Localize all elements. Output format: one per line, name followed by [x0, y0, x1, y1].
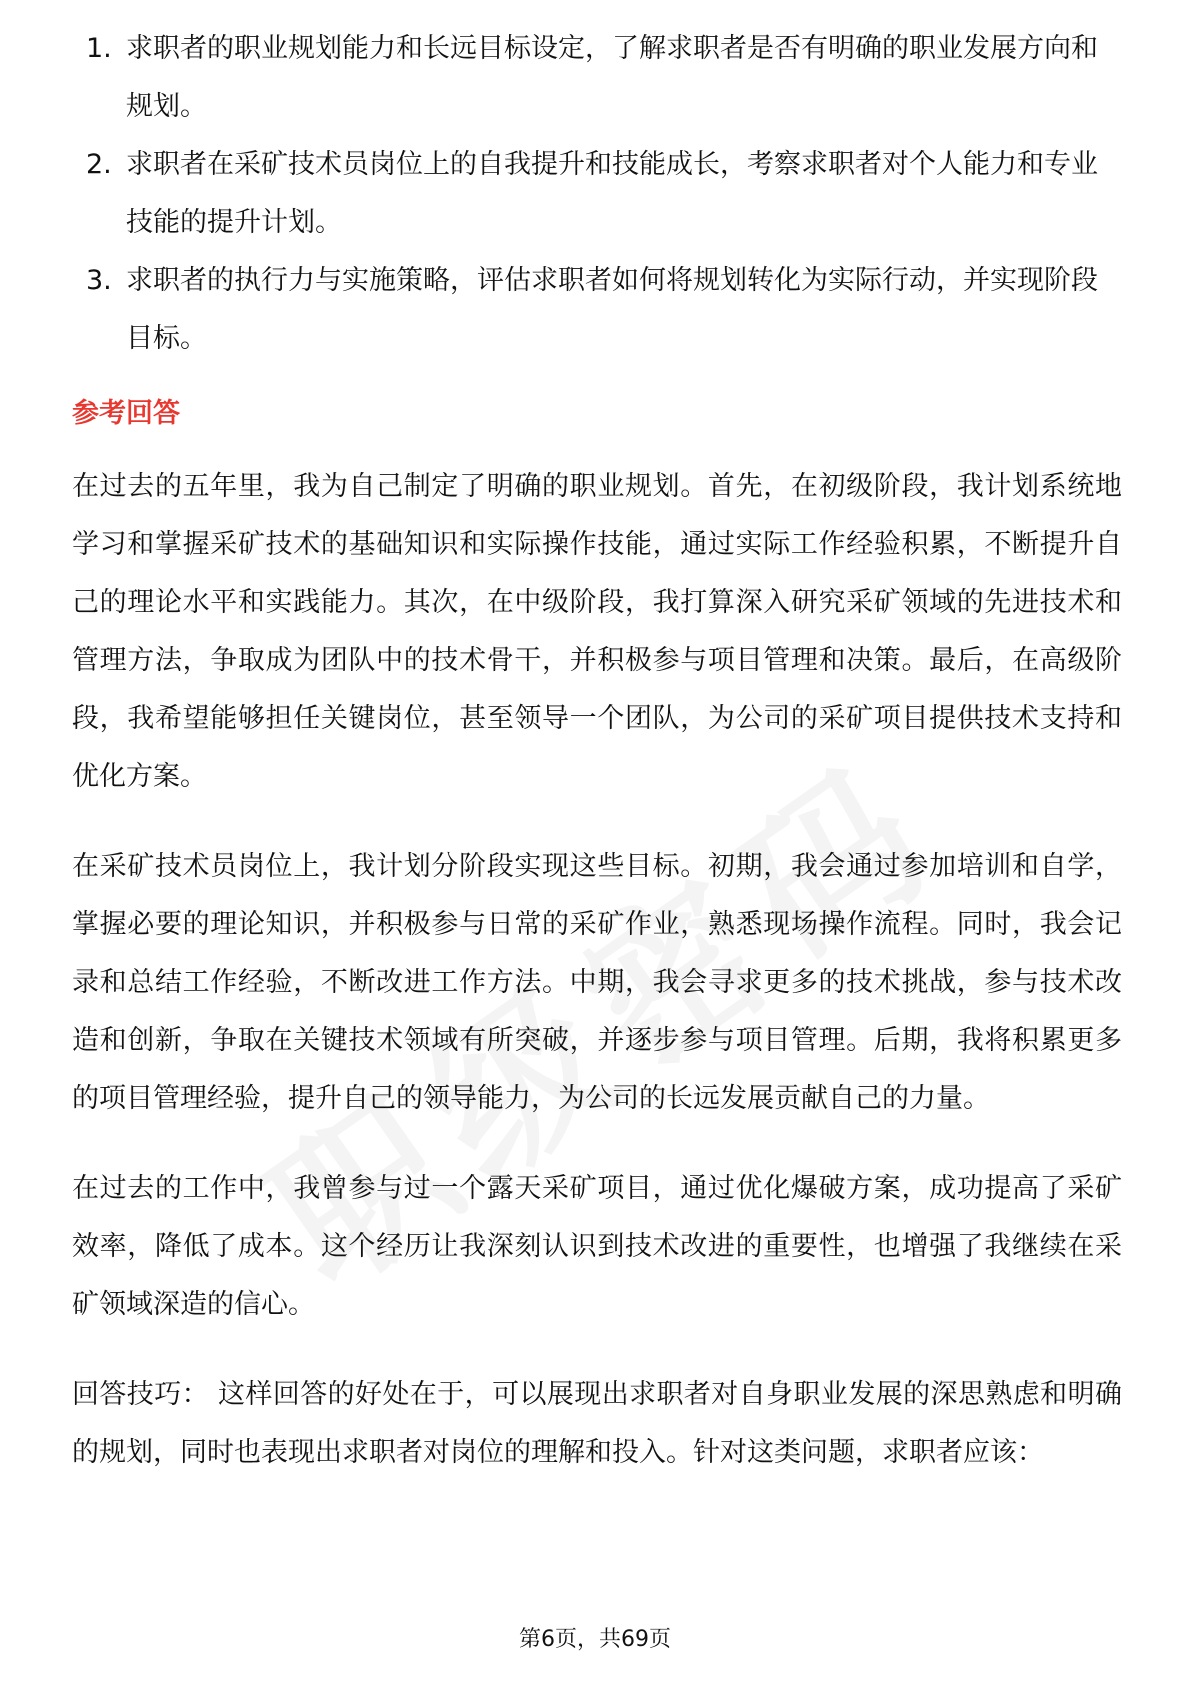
page-number: 第6页，共69页 [519, 1627, 671, 1652]
answer-paragraph: 在采矿技术员岗位上，我计划分阶段实现这些目标。初期，我会通过参加培训和自学，掌握必要的理论知识，并积极参与日常的采矿作业，熟悉现场操作流程。同时，我会记录和总结工作经验，不断改进工作方法。中期，我会寻求更多的技术挑战，参与技术改造和创新，争取在关键技术领域有所突破，并逐步参与项目管理。后期，我将积累更多的项目管理经验，提升自己的领导能力，为公司的长远发展贡献自己的力量。 [72, 851, 1122, 1114]
page-content [72, 33, 1122, 1514]
list-item [72, 20, 1122, 136]
list-item-number: 1. [86, 33, 112, 64]
list-item-number: 2. [86, 149, 112, 180]
list-item-number: 3. [86, 265, 112, 296]
list-item-text: 求职者在采矿技术员岗位上的自我提升和技能成长，考察求职者对个人能力和专业技能的提升计划。 [126, 149, 1098, 238]
list-item-text: 求职者的执行力与实施策略，评估求职者如何将规划转化为实际行动，并实现阶段目标。 [126, 265, 1098, 354]
answer-paragraph: 在过去的工作中，我曾参与过一个露天采矿项目，通过优化爆破方案，成功提高了采矿效率，降低了成本。这个经历让我深刻认识到技术改进的重要性，也增强了我继续在采矿领域深造的信心。 [72, 1173, 1122, 1320]
answer-tips-paragraph: 回答技巧： 这样回答的好处在于，可以展现出求职者对自身职业发展的深思熟虑和明确的规划，同时也表现出求职者对岗位的理解和投入。针对这类问题，求职者应该： [72, 1379, 1122, 1468]
list-item-text: 求职者的职业规划能力和长远目标设定，了解求职者是否有明确的职业发展方向和规划。 [126, 33, 1098, 122]
answer-heading: 参考回答 [72, 398, 180, 429]
criteria-list [72, 20, 1122, 368]
list-item [72, 136, 1122, 252]
list-item [72, 252, 1122, 368]
answer-paragraph: 在过去的五年里，我为自己制定了明确的职业规划。首先，在初级阶段，我计划系统地学习和掌握采矿技术的基础知识和实际操作技能，通过实际工作经验积累，不断提升自己的理论水平和实践能力。其次，在中级阶段，我打算深入研究采矿领域的先进技术和管理方法，争取成为团队中的技术骨干，并积极参与项目管理和决策。最后，在高级阶段，我希望能够担任关键岗位，甚至领导一个团队，为公司的采矿项目提供技术支持和优化方案。 [72, 471, 1122, 792]
